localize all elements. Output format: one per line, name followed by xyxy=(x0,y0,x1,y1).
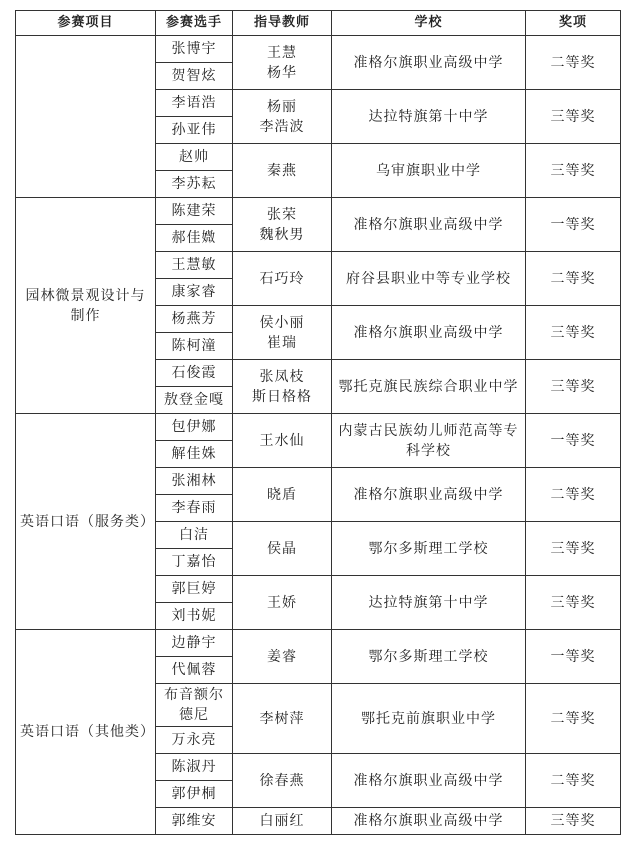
student-cell: 石俊霞 xyxy=(156,360,233,387)
teacher-cell: 姜睿 xyxy=(233,630,332,684)
school-cell: 鄂尔多斯理工学校 xyxy=(332,522,526,576)
award-cell: 三等奖 xyxy=(526,306,621,360)
school-cell: 鄂尔多斯理工学校 xyxy=(332,630,526,684)
school-cell: 内蒙古民族幼儿师范高等专科学校 xyxy=(332,414,526,468)
student-cell: 白洁 xyxy=(156,522,233,549)
student-cell: 陈柯潼 xyxy=(156,333,233,360)
teacher-cell: 石巧玲 xyxy=(233,252,332,306)
award-cell: 一等奖 xyxy=(526,630,621,684)
award-cell: 三等奖 xyxy=(526,808,621,835)
award-cell: 二等奖 xyxy=(526,754,621,808)
student-cell: 李苏耘 xyxy=(156,171,233,198)
teacher-cell: 白丽红 xyxy=(233,808,332,835)
teacher-cell: 李树萍 xyxy=(233,684,332,754)
student-cell: 刘书妮 xyxy=(156,603,233,630)
award-cell: 三等奖 xyxy=(526,144,621,198)
award-cell: 三等奖 xyxy=(526,522,621,576)
student-cell: 郝佳媺 xyxy=(156,225,233,252)
student-cell: 郭维安 xyxy=(156,808,233,835)
teacher-cell: 杨丽 李浩波 xyxy=(233,90,332,144)
school-cell: 准格尔旗职业高级中学 xyxy=(332,754,526,808)
award-cell: 二等奖 xyxy=(526,684,621,754)
school-cell: 达拉特旗第十中学 xyxy=(332,576,526,630)
table-row xyxy=(16,630,621,657)
table-row xyxy=(16,36,621,63)
teacher-cell: 徐春燕 xyxy=(233,754,332,808)
teacher-cell: 张荣 魏秋男 xyxy=(233,198,332,252)
student-cell: 陈淑丹 xyxy=(156,754,233,781)
teacher-cell: 王娇 xyxy=(233,576,332,630)
header-row xyxy=(16,11,621,36)
award-cell: 三等奖 xyxy=(526,90,621,144)
school-cell: 准格尔旗职业高级中学 xyxy=(332,808,526,835)
student-cell: 陈建荣 xyxy=(156,198,233,225)
table-row xyxy=(16,414,621,441)
school-cell: 准格尔旗职业高级中学 xyxy=(332,198,526,252)
student-cell: 布音额尔德尼 xyxy=(156,684,233,727)
header-project: 参赛项目 xyxy=(16,11,156,36)
awards-table xyxy=(15,10,621,835)
header-school: 学校 xyxy=(332,11,526,36)
student-cell: 张湘林 xyxy=(156,468,233,495)
award-cell: 二等奖 xyxy=(526,252,621,306)
student-cell: 代佩蓉 xyxy=(156,657,233,684)
award-cell: 一等奖 xyxy=(526,414,621,468)
category-cell: 英语口语（其他类） xyxy=(16,630,156,835)
student-cell: 郭巨婷 xyxy=(156,576,233,603)
student-cell: 包伊娜 xyxy=(156,414,233,441)
award-cell: 二等奖 xyxy=(526,468,621,522)
student-cell: 王慧敏 xyxy=(156,252,233,279)
student-cell: 敖登金嘎 xyxy=(156,387,233,414)
student-cell: 贺智炫 xyxy=(156,63,233,90)
student-cell: 张博宇 xyxy=(156,36,233,63)
category-cell: 英语口语（服务类） xyxy=(16,414,156,630)
school-cell: 准格尔旗职业高级中学 xyxy=(332,306,526,360)
student-cell: 边静宇 xyxy=(156,630,233,657)
student-cell: 万永亮 xyxy=(156,727,233,754)
student-cell: 康家睿 xyxy=(156,279,233,306)
teacher-cell: 侯晶 xyxy=(233,522,332,576)
school-cell: 府谷县职业中等专业学校 xyxy=(332,252,526,306)
teacher-cell: 秦燕 xyxy=(233,144,332,198)
school-cell: 准格尔旗职业高级中学 xyxy=(332,36,526,90)
award-cell: 二等奖 xyxy=(526,36,621,90)
category-cell-empty xyxy=(16,36,156,198)
award-cell: 三等奖 xyxy=(526,576,621,630)
header-award: 奖项 xyxy=(526,11,621,36)
student-cell: 李语浩 xyxy=(156,90,233,117)
school-cell: 准格尔旗职业高级中学 xyxy=(332,468,526,522)
student-cell: 赵帅 xyxy=(156,144,233,171)
school-cell: 鄂托克旗民族综合职业中学 xyxy=(332,360,526,414)
school-cell: 乌审旗职业中学 xyxy=(332,144,526,198)
teacher-cell: 王慧 杨华 xyxy=(233,36,332,90)
student-cell: 郭伊桐 xyxy=(156,781,233,808)
school-cell: 鄂托克前旗职业中学 xyxy=(332,684,526,754)
teacher-cell: 侯小丽 崔瑞 xyxy=(233,306,332,360)
student-cell: 丁嘉怡 xyxy=(156,549,233,576)
student-cell: 孙亚伟 xyxy=(156,117,233,144)
school-cell: 达拉特旗第十中学 xyxy=(332,90,526,144)
student-cell: 解佳姝 xyxy=(156,441,233,468)
student-cell: 杨燕芳 xyxy=(156,306,233,333)
teacher-cell: 晓盾 xyxy=(233,468,332,522)
teacher-cell: 王水仙 xyxy=(233,414,332,468)
category-cell: 园林微景观设计与制作 xyxy=(16,198,156,414)
award-cell: 三等奖 xyxy=(526,360,621,414)
header-teachers: 指导教师 xyxy=(233,11,332,36)
teacher-cell: 张凤枝 斯日格格 xyxy=(233,360,332,414)
table-row xyxy=(16,198,621,225)
header-students: 参赛选手 xyxy=(156,11,233,36)
award-cell: 一等奖 xyxy=(526,198,621,252)
student-cell: 李春雨 xyxy=(156,495,233,522)
